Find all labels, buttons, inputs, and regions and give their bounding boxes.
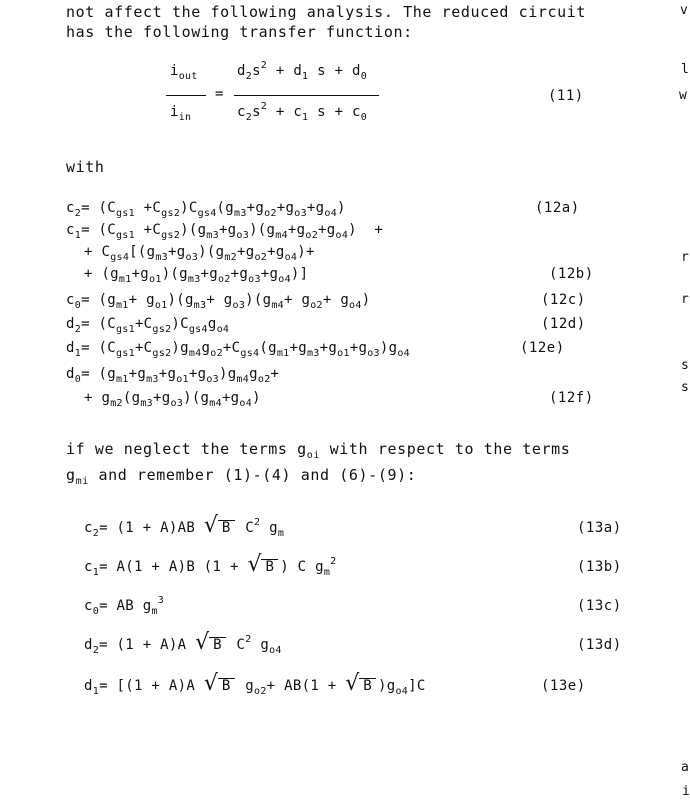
- eq12c-number: (12c): [541, 292, 586, 308]
- eq12e-number: (12e): [520, 340, 565, 356]
- sqrt-symbol: √ B: [206, 520, 235, 536]
- eq11-lhs-denominator: $i_{in}$: [170, 104, 192, 123]
- eq13b-number: (13b): [577, 559, 622, 575]
- edge-char: s: [681, 380, 689, 395]
- eq12a-number: (12a): [535, 200, 580, 216]
- eq12b-line-1: $c_1= (C_{gs1} +C_{gs2})(g_{m3}+g_{o3})(g_{m4}+g_{o2}+g_{o4})$ +: [66, 222, 384, 241]
- eq13c: $c_0=$ AB $g_m^3$: [84, 595, 165, 617]
- eq13a: $c_2= (1 + A)AB$ √ B $C^2$ $g_m$: [84, 520, 284, 536]
- eq13b: $c_1= A(1 + A)B$ (1 + √ B ) C $g_m^2$: [84, 559, 337, 575]
- eq13d-number: (13d): [577, 637, 622, 653]
- eq13e: $d_1= [(1 + A)A$ √ B $g_{o2}+ AB(1$ + √ B )$g_{o4}]C$: [84, 678, 426, 694]
- eq11-rhs-numerator: $d_2s^2 + d_1$ $s + d_0$: [237, 60, 368, 82]
- eq12b-line-3: + $(g_{m1}+g_{o1})(g_{m3}+g_{o2}+g_{o3}+g_{o4})$]: [84, 266, 309, 285]
- eq12f-line-2: + $g_{m2}(g_{m3}+g_{o3})(g_{m4}+g_{o4})$: [84, 390, 261, 409]
- intro-line-2: has the following transfer function:: [66, 23, 413, 41]
- edge-char: v: [680, 3, 688, 18]
- neglect-text-line-1: if we neglect the terms $g_{oi}$ with respect to the terms: [66, 440, 571, 461]
- eq12e: $d_1= (C_{gs1}+C_{gs2})g_{m4}g_{o2}+C_{gs4}(g_{m1}+g_{m3}+g_{o1}+g_{o3})g_{o4}$: [66, 340, 410, 359]
- intro-line-1: not affect the following analysis. The reduced circuit: [66, 3, 587, 21]
- edge-char: r: [681, 292, 689, 307]
- eq12b-line-2: + $C_{gs4}[(g_{m3}+g_{o3})(g_{m2}+g_{o2}+g_{o4})+$: [84, 244, 315, 263]
- edge-char: l: [681, 62, 689, 77]
- edge-char: a: [681, 760, 689, 775]
- eq11-lhs-numerator: $i_{out}$: [170, 63, 198, 82]
- sqrt-symbol: √ B: [249, 559, 278, 575]
- eq11-lhs-fraction-bar: [166, 95, 206, 96]
- eq12d-number: (12d): [541, 316, 586, 332]
- eq12a: $c_2= (C_{gs1} +C_{gs2})C_{gs4}(g_{m3}+g_{o2}+g_{o3}+g_{o4})$: [66, 200, 346, 219]
- sqrt-symbol: √ B: [197, 637, 226, 653]
- sqrt-symbol: √ B: [347, 678, 376, 694]
- edge-char: s: [681, 358, 689, 373]
- eq11-rhs-denominator: $c_2s^2 + c_1$ $s + c_0$: [237, 101, 368, 123]
- eq13a-number: (13a): [577, 520, 622, 536]
- eq12d: $d_2= (C_{gs1}+C_{gs2})C_{gs4}g_{o4}$: [66, 316, 230, 335]
- edge-char: r: [681, 250, 689, 265]
- eq12b-number: (12b): [549, 266, 594, 282]
- eq13e-number: (13e): [541, 678, 586, 694]
- sqrt-symbol: √ B: [206, 678, 235, 694]
- eq13d: $d_2= (1 + A)A$ √ B $C^2$ $g_{o4}$: [84, 637, 282, 653]
- eq11-number: (11): [548, 88, 584, 104]
- with-text: with: [66, 158, 105, 176]
- eq11-rhs-fraction-bar: [234, 95, 379, 96]
- eq13c-number: (13c): [577, 598, 622, 614]
- eq12c: $c_0= (g_{m1}+ g_{o1})(g_{m3}+ g_{o3})(g_{m4}+ g_{o2}+ g_{o4})$: [66, 292, 371, 311]
- edge-char: i: [682, 784, 690, 799]
- edge-char: w: [679, 88, 687, 103]
- eq11-equals: =: [215, 86, 224, 102]
- eq12f-number: (12f): [549, 390, 594, 406]
- neglect-text-line-2: $g_{mi}$ and remember (1)-(4) and (6)-(9):: [66, 466, 417, 487]
- eq12f-line-1: $d_0= (g_{m1}+g_{m3}+g_{o1}+g_{o3})g_{m4}g_{o2}+$: [66, 366, 280, 385]
